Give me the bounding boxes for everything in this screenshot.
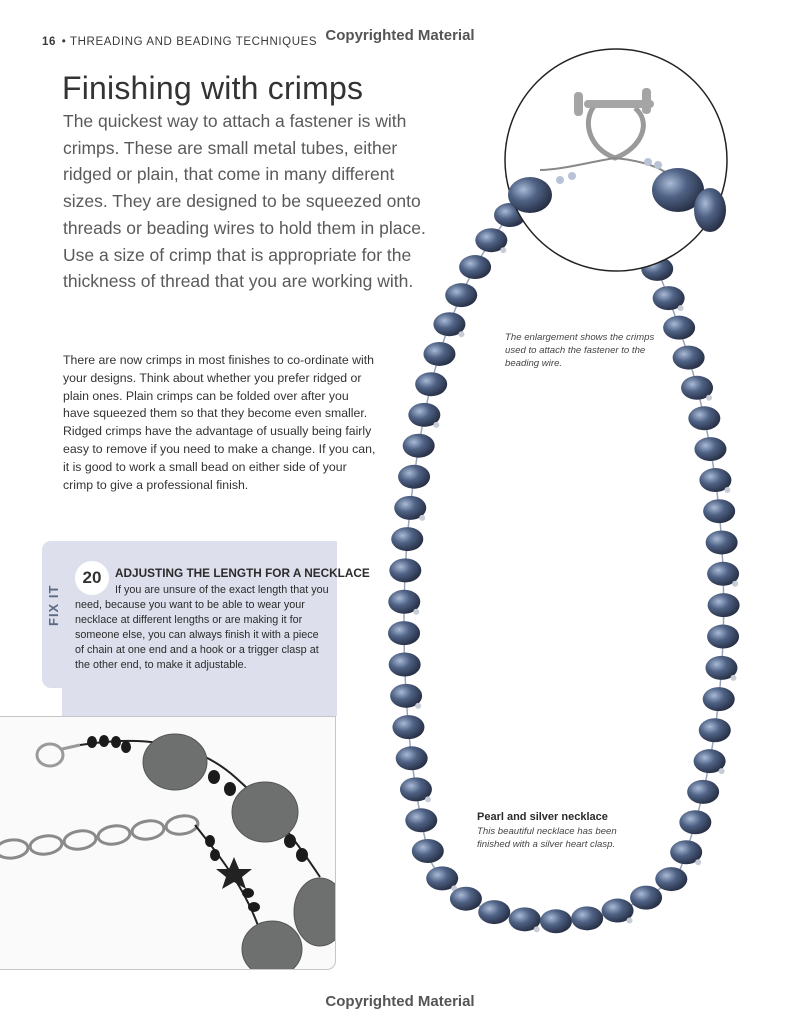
silver-bead — [534, 926, 540, 932]
pearl-bead — [415, 372, 447, 396]
pearl-bead — [423, 342, 455, 366]
silver-bead — [730, 675, 736, 681]
silver-bead — [627, 918, 633, 924]
fix-it-label: FIX IT — [46, 584, 61, 626]
pearl-bead — [396, 746, 428, 770]
silver-bead — [706, 395, 712, 401]
pearl-bead — [706, 530, 738, 554]
body-paragraph: There are now crimps in most finishes to co-ordinate with your designs. Think about whether you prefer ridged or plain ones. Plain crimps can be folded over after you have squeezed them so that they become even smaller. Ridged crimps have the advantage of usually being fairly easy to remove if you need to make a change. If you can, it is good to work a small bead on either side of your crimp to give a professional finish. — [63, 353, 376, 492]
pearl-bead — [679, 810, 711, 834]
silver-bead — [678, 305, 684, 311]
silver-bead — [732, 581, 738, 587]
pearl-bead — [412, 839, 444, 863]
enlargement-caption: The enlargement shows the crimps used to attach the fastener to the beading wire. — [505, 332, 655, 369]
pearl-bead — [699, 718, 731, 742]
pearl-bead — [450, 887, 482, 911]
pearl-bead — [398, 465, 430, 489]
pearl-bead — [459, 255, 491, 279]
silver-bead — [458, 331, 464, 337]
pearl-bead — [403, 434, 435, 458]
silver-bead — [419, 515, 425, 521]
pearl-bead — [391, 527, 423, 551]
pearl-bead — [703, 687, 735, 711]
necklace-caption-title: Pearl and silver necklace — [477, 811, 608, 823]
pearl-bead — [687, 780, 719, 804]
silver-bead — [425, 796, 431, 802]
silver-bead — [719, 768, 725, 774]
intro-paragraph: The quickest way to attach a fastener is with crimps. These are small metal tubes, either ridged or plain, that come in many different sizes. They are designed to be squeezed onto threads or beading wires to hold them in place. Use a size of crimp that is appropriate for the thickness of thread that you are working with. — [63, 111, 426, 292]
silver-bead — [724, 487, 730, 493]
pearl-bead — [655, 867, 687, 891]
tip-title: ADJUSTING THE LENGTH FOR A NECKLACE — [115, 566, 370, 580]
silver-bead — [433, 422, 439, 428]
pearl-bead — [707, 625, 739, 649]
pearl-bead — [571, 906, 603, 930]
watermark-bottom: Copyrighted Material — [325, 993, 475, 1010]
pearl-bead — [445, 283, 477, 307]
pearl-bead — [392, 715, 424, 739]
silver-bead — [415, 703, 421, 709]
pearl-bead — [630, 886, 662, 910]
pearl-bead — [688, 406, 720, 430]
silver-bead — [695, 859, 701, 865]
silver-bead — [413, 609, 419, 615]
pearl-bead — [703, 499, 735, 523]
pearl-bead — [540, 909, 572, 933]
pearl-bead — [405, 808, 437, 832]
page-title: Finishing with crimps — [62, 70, 364, 106]
pearl-bead — [663, 316, 695, 340]
pearl-bead — [478, 900, 510, 924]
section-title: THREADING AND BEADING TECHNIQUES — [70, 36, 318, 48]
tip-number-badge: 20 — [75, 561, 109, 595]
fix-it-panel-extension — [62, 688, 337, 716]
pearl-bead — [673, 346, 705, 370]
pearl-bead — [389, 558, 421, 582]
pearl-bead — [708, 593, 740, 617]
watermark-top: Copyrighted Material — [325, 27, 475, 44]
tip-text: If you are unsure of the exact length that you need, because you want to be able to wear your necklace at different lengths or are making it for someone else, you can always finish it with a piece of chain at one end and a hook or a trigger clasp at the other end, to make it adjustable. — [75, 584, 329, 672]
silver-bead — [500, 247, 506, 253]
pearl-bead — [388, 621, 420, 645]
necklace-caption-text: This beautiful necklace has been finished with a silver heart clasp. — [477, 826, 617, 850]
page-number: 16 — [42, 36, 56, 48]
pearl-bead — [694, 437, 726, 461]
pearl-bead — [389, 652, 421, 676]
head-separator: • — [61, 36, 67, 48]
chain-necklace-photo — [0, 716, 336, 970]
